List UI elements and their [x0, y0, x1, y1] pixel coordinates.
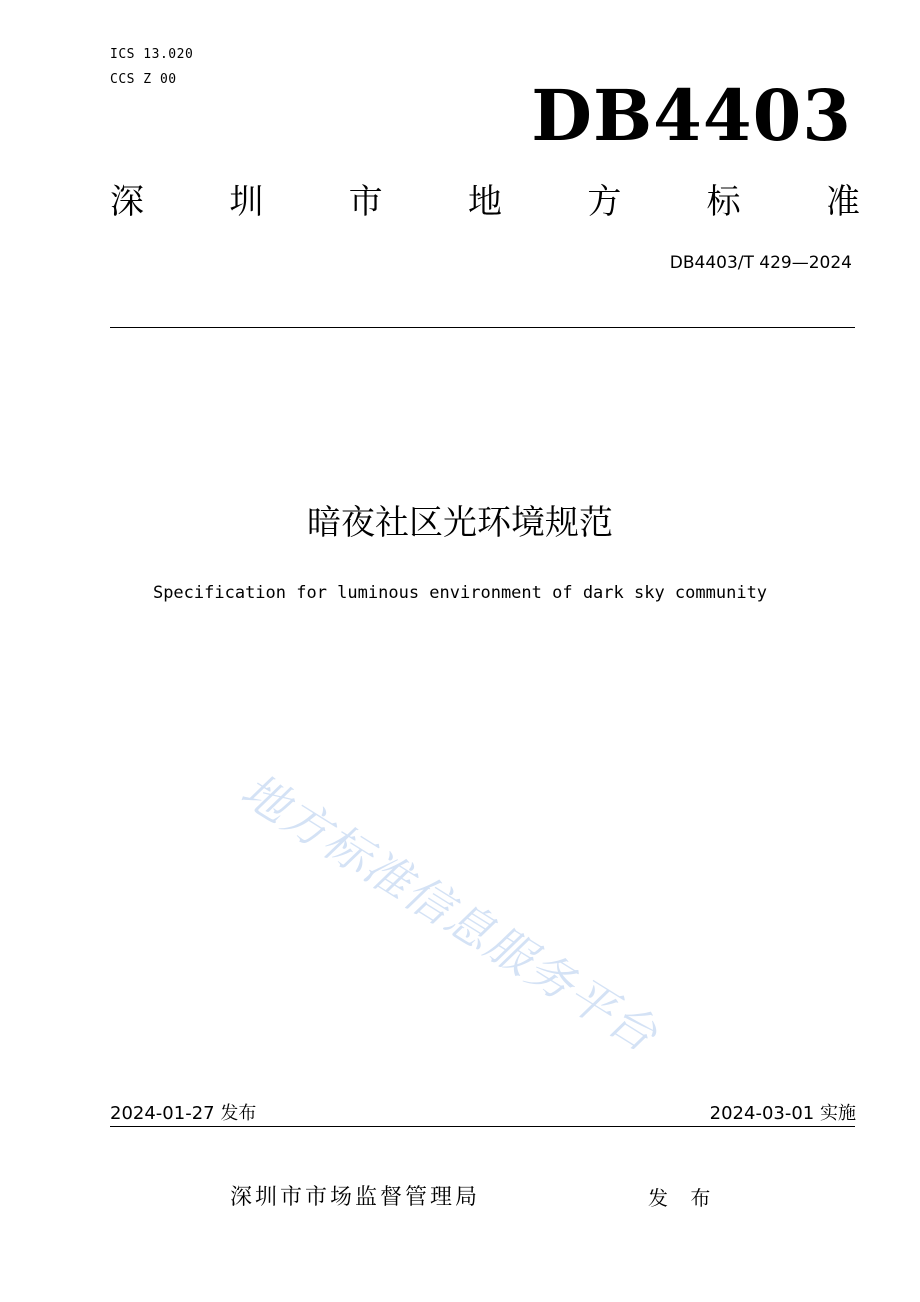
ccs-code: CCS Z 00: [110, 72, 177, 87]
publisher-name: 深圳市市场监督管理局: [230, 1185, 481, 1210]
issue-date: 2024-01-27 发布: [110, 1103, 257, 1124]
document-title-chinese: 暗夜社区光环境规范: [307, 503, 613, 543]
top-divider: [110, 327, 855, 328]
standard-type-char: 准: [825, 182, 860, 222]
db-standard-code: DB4403: [531, 74, 852, 157]
implementation-date: 2024-03-01 实施: [709, 1103, 856, 1124]
watermark: 地方标准信息服务平台: [232, 762, 668, 1063]
standard-type-char: 地: [467, 182, 502, 222]
standard-type-char: 方: [587, 182, 622, 222]
publish-label: 发 布: [648, 1186, 719, 1210]
document-title-english: Specification for luminous environment of dark sky community: [152, 583, 768, 603]
standard-type-heading: [110, 180, 860, 224]
standard-type-char: 圳: [229, 182, 264, 222]
bottom-divider: [110, 1126, 855, 1127]
standard-type-char: 市: [348, 182, 383, 222]
standard-type-char: 深: [110, 182, 144, 222]
standard-type-char: 标: [706, 182, 741, 222]
standard-number: DB4403/T 429—2024: [669, 253, 852, 273]
ics-code: ICS 13.020: [110, 47, 194, 62]
